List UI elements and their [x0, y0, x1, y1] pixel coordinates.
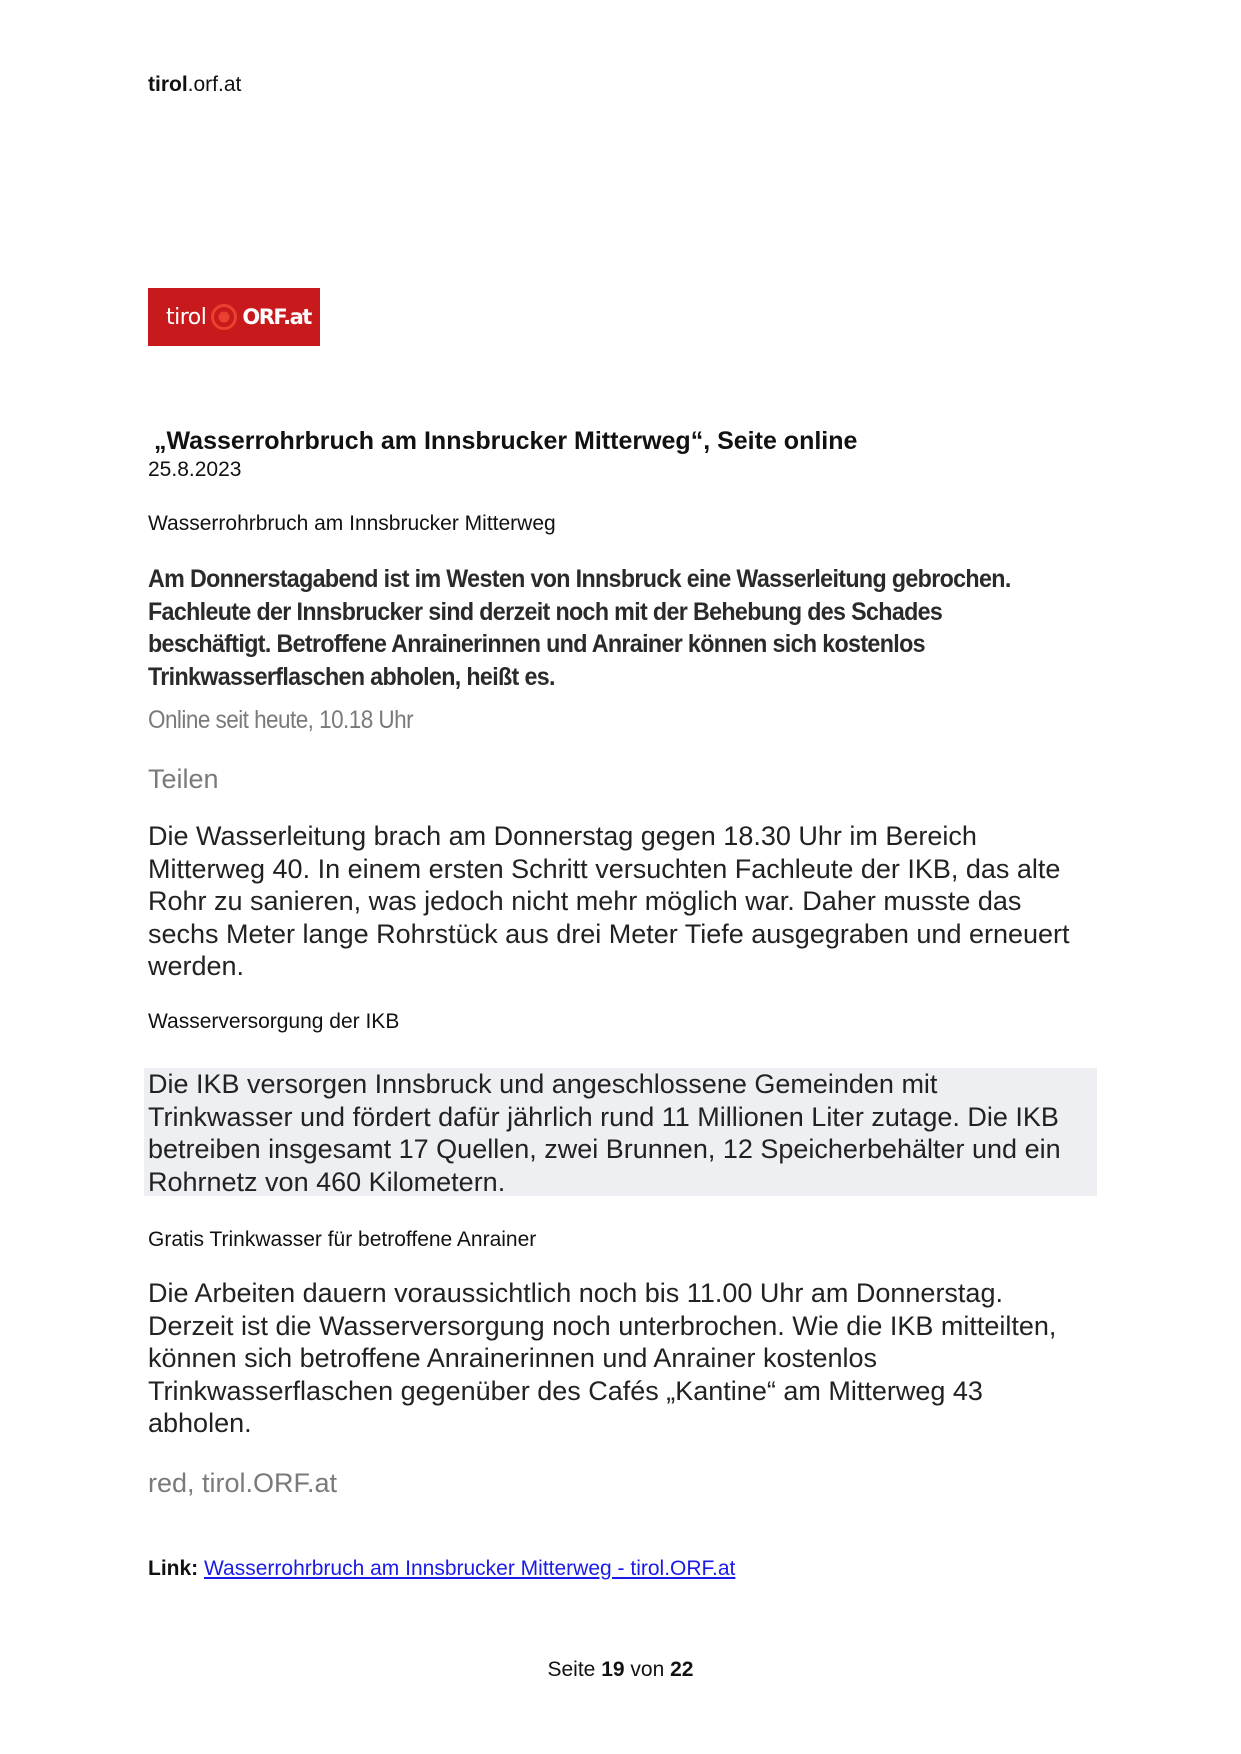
- article-paragraph-1: Die Wasserleitung brach am Donnerstag gegen 18.30 Uhr im Bereich Mitterweg 40. In einem ersten Schritt versuchten Fachleute der IKB, das alte Rohr zu sanieren, was jedoch nicht mehr möglich war. Daher musste das sechs Meter lange Rohrstück aus drei Meter Tiefe ausgegraben und erneuert werden.: [148, 821, 1070, 982]
- page-footer: [0, 1658, 1241, 1682]
- article-title: „Wasserrohrbruch am Innsbrucker Mitterweg“, Seite online: [154, 427, 858, 455]
- subhead-water-supply: Wasserversorgung der IKB: [148, 1010, 400, 1033]
- online-since-timestamp: Online seit heute, 10.18 Uhr: [148, 706, 414, 734]
- link-label: Link:: [148, 1557, 199, 1580]
- article-date: 25.8.2023: [148, 458, 242, 481]
- logo-word: tirol: [166, 304, 207, 330]
- subhead-free-water: Gratis Trinkwasser für betroffene Anrainer: [148, 1228, 537, 1251]
- section-label: Wasserrohrbruch am Innsbrucker Mitterweg: [148, 512, 556, 535]
- footer-total-pages: 22: [670, 1658, 694, 1681]
- footer-separator: von: [630, 1658, 665, 1681]
- source-link-line: [148, 1557, 735, 1581]
- article-credit: red, tirol.ORF.at: [148, 1468, 338, 1498]
- article-lead: Am Donnerstagabend ist im Westen von Innsbruck eine Wasserleitung gebrochen. Fachleute der Innsbrucker sind derzeit noch mit der Behebung des Schades beschäftigt. Betroffene Anrainerinnen und Anrainer können sich kostenlos Trinkwasserflaschen abholen, heißt es.: [148, 565, 1011, 691]
- header-site-name: [148, 73, 241, 97]
- tirol-orf-logo: [148, 288, 320, 346]
- article-paragraph-3: Die Arbeiten dauern voraussichtlich noch bis 11.00 Uhr am Donnerstag. Derzeit ist die Wasserversorgung noch unterbrochen. Wie die IKB mitteilten, können sich betroffene Anrainerinnen und Anrainer kostenlos Trinkwasserflaschen gegenüber des Cafés „Kantine“ am Mitterweg 43 abholen.: [148, 1278, 1057, 1439]
- footer-prefix: Seite: [547, 1658, 596, 1681]
- source-link[interactable]: Wasserrohrbruch am Innsbrucker Mitterweg - tirol.ORF.at: [204, 1557, 736, 1580]
- share-label: Teilen: [148, 764, 219, 794]
- logo-brand: ORF.at: [242, 305, 311, 329]
- header-site-rest: .orf.at: [187, 73, 242, 96]
- header-site-bold: tirol: [148, 73, 188, 96]
- article-paragraph-2: Die IKB versorgen Innsbruck und angeschlossene Gemeinden mit Trinkwasser und fördert dafür jährlich rund 11 Millionen Liter zutage. Die IKB betreiben insgesamt 17 Quellen, zwei Brunnen, 12 Speicherbehälter und ein Rohrnetz von 460 Kilometern.: [148, 1069, 1061, 1197]
- footer-current-page: 19: [601, 1658, 625, 1681]
- orf-ring-icon: [211, 304, 237, 330]
